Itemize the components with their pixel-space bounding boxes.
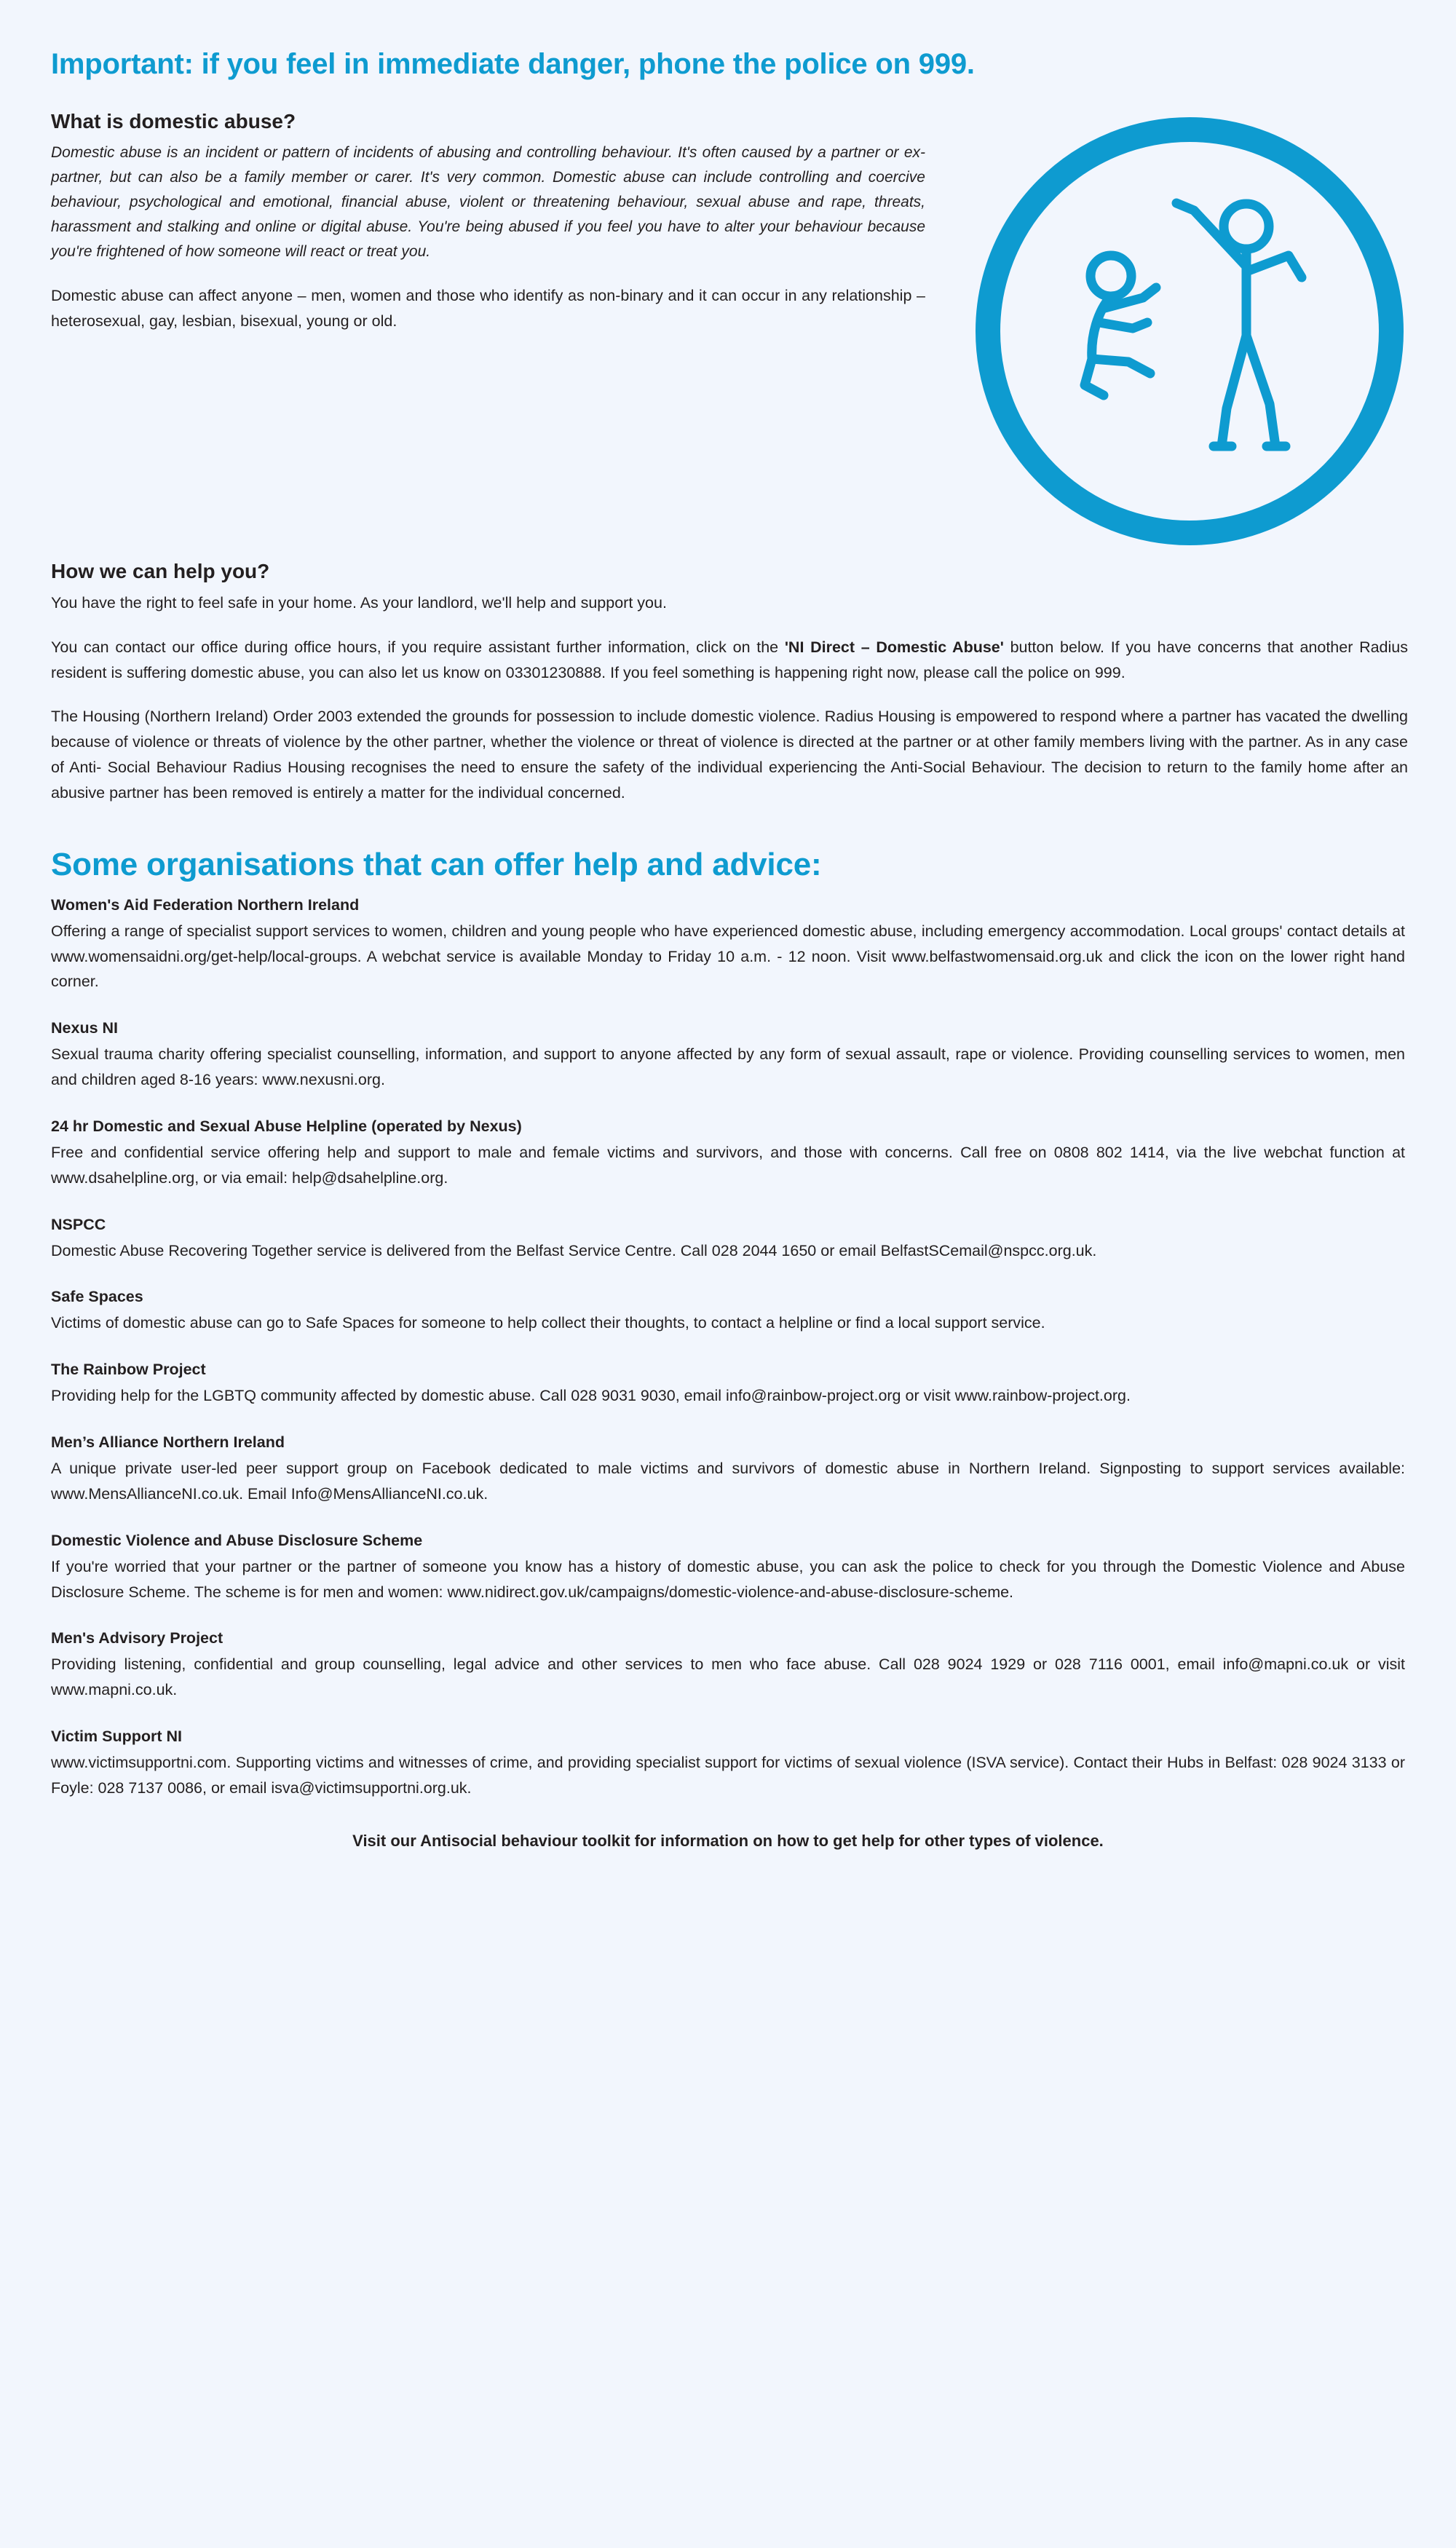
organisation-description: Offering a range of specialist support services to women, children and young people who have experienced domestic abuse, including emergency accommodation. Local groups' contact details at www.womensaidni.org/get-help/local-groups. A webchat service is available Monday to Friday 10 a.m. - 12 noon. Visit www.belfastwomensaid.org.uk and click the icon on the lower right hand corner. [51,922,1405,991]
emergency-banner: Important: if you feel in immediate danger, phone the police on 999. [51,48,975,80]
organisation-description: Sexual trauma charity offering specialist counselling, information, and support to anyone affected by any form of sexual assault, rape or violence. Providing counselling services to women, men and children aged 8-16 years: www.nexusni.org. [51,1045,1405,1089]
help-paragraph-2-after: button below. If you have concerns that another Radius resident is suffering domestic abuse, you can also let us know on 03301230888. If you feel something is happening right now, please call the police on 999. [51,638,1408,681]
organisation-description: Free and confidential service offering help and support to male and female victims and survivors, and those with concerns. Call free on 0808 802 1414, via the live webchat function at www.dsahelpline.org, or via email: help@dsahelpline.org. [51,1143,1405,1187]
list-item [48,1216,1408,1264]
organisation-name: Domestic Violence and Abuse Disclosure Scheme [51,1531,423,1549]
organisation-description: Domestic Abuse Recovering Together service is delivered from the Belfast Service Centre. Call 028 2044 1650 or email BelfastSCemail@nspcc.org.uk. [51,1241,1097,1259]
organisations-list [48,896,1408,1801]
organisation-name: Men's Advisory Project [51,1629,223,1647]
intro-text-column [48,110,925,334]
organisation-name: Victim Support NI [51,1728,182,1746]
list-item [48,1361,1408,1409]
intro-section [48,110,1408,525]
organisations-heading: Some organisations that can offer help and advice: [51,846,822,882]
domestic-abuse-illustration [976,117,1404,545]
organisation-description: www.victimsupportni.com. Supporting victims and witnesses of crime, and providing specialist support for victims of sexual violence (ISVA service). Contact their Hubs in Belfast: 028 9024 3133 or Foyle: 028 7137 0086, or email isva@victimsupportni.org.uk. [51,1754,1405,1797]
organisation-name: Men’s Alliance Northern Ireland [51,1433,285,1452]
help-paragraph-2-before: You can contact our office during office hours, if you require assistant further information, click on the [51,638,785,656]
organisation-name: Nexus NI [51,1019,119,1037]
help-paragraph-1: You have the right to feel safe in your home. As your landlord, we'll help and support you. [51,594,667,612]
organisation-name: NSPCC [51,1215,106,1233]
organisation-description: Providing listening, confidential and group counselling, legal advice and other services to men who face abuse. Call 028 9024 1929 or 028 7116 0001, email info@mapni.co.uk or visit www.mapni.co.uk. [51,1655,1405,1699]
help-paragraph-2 [51,635,1408,686]
list-item [48,896,1408,994]
list-item [48,1532,1408,1605]
who-it-affects-paragraph: Domestic abuse can affect anyone – men, women and those who identify as non-binary and it can occur in any relationship – heterosexual, gay, lesbian, bisexual, young or old. [51,287,925,330]
list-item [48,1117,1408,1191]
organisation-name: 24 hr Domestic and Sexual Abuse Helpline (operated by Nexus) [51,1117,522,1135]
antisocial-toolkit-note: Visit our Antisocial behaviour toolkit for information on how to get help for other types of violence. [352,1831,1104,1850]
list-item [48,1629,1408,1703]
list-item [48,1288,1408,1336]
how-we-can-help-heading: How we can help you? [51,560,270,582]
list-item [48,1433,1408,1507]
list-item [48,1019,1408,1093]
how-we-help-section [48,560,1408,806]
domestic-abuse-definition: Domestic abuse is an incident or pattern of incidents of abusing and controlling behaviour. It's often caused by a partner or ex-partner, but can also be a family member or carer. It's very common. Domestic abuse can include controlling and coercive behaviour, psychological and emotional, financial abuse, violent or threatening behaviour, sexual abuse and rape, threats, harassment and stalking and online or digital abuse. You're being abused if you feel you have to alter your behaviour because you're frightened of how someone will react or treat you. [51,144,925,261]
organisation-description: Providing help for the LGBTQ community affected by domestic abuse. Call 028 9031 9030, email info@rainbow-project.org or visit www.rainbow-project.org. [51,1387,1131,1405]
organisation-description: Victims of domestic abuse can go to Safe Spaces for someone to help collect their thoughts, to contact a helpline or find a local support service. [51,1314,1045,1332]
organisation-description: If you're worried that your partner or the partner of someone you know has a history of domestic abuse, you can ask the police to check for you through the Domestic Violence and Abuse Disclosure Scheme. The scheme is for men and women: www.nidirect.gov.uk/campaigns/domestic-violence-and-abuse-disclosure-scheme. [51,1557,1405,1601]
organisation-name: The Rainbow Project [51,1361,206,1379]
help-paragraph-3: The Housing (Northern Ireland) Order 2003 extended the grounds for possession to include domestic violence. Radius Housing is empowered to respond where a partner has vacated the dwelling because of violence or threats of violence by the other partner, whether the violence or threat of violence is directed at the partner or at other family members living with the partner. As in any case of Anti- Social Behaviour Radius Housing recognises the need to ensure the safety of the individual experiencing the Anti-Social Behaviour. The decision to return to the family home after an abusive partner has been removed is entirely a matter for the individual concerned. [51,708,1408,802]
what-is-domestic-abuse-heading: What is domestic abuse? [51,110,296,132]
organisation-name: Safe Spaces [51,1288,143,1306]
list-item [48,1728,1408,1801]
organisation-description: A unique private user-led peer support group on Facebook dedicated to male victims and survivors of domestic abuse in Northern Ireland. Signposting to support services available: www.MensAllianceNI.co.uk. Email Info@MensAllianceNI.co.uk. [51,1460,1405,1503]
ni-direct-button-reference: 'NI Direct – Domestic Abuse' [784,638,1004,656]
organisation-name: Women's Aid Federation Northern Ireland [51,895,360,914]
